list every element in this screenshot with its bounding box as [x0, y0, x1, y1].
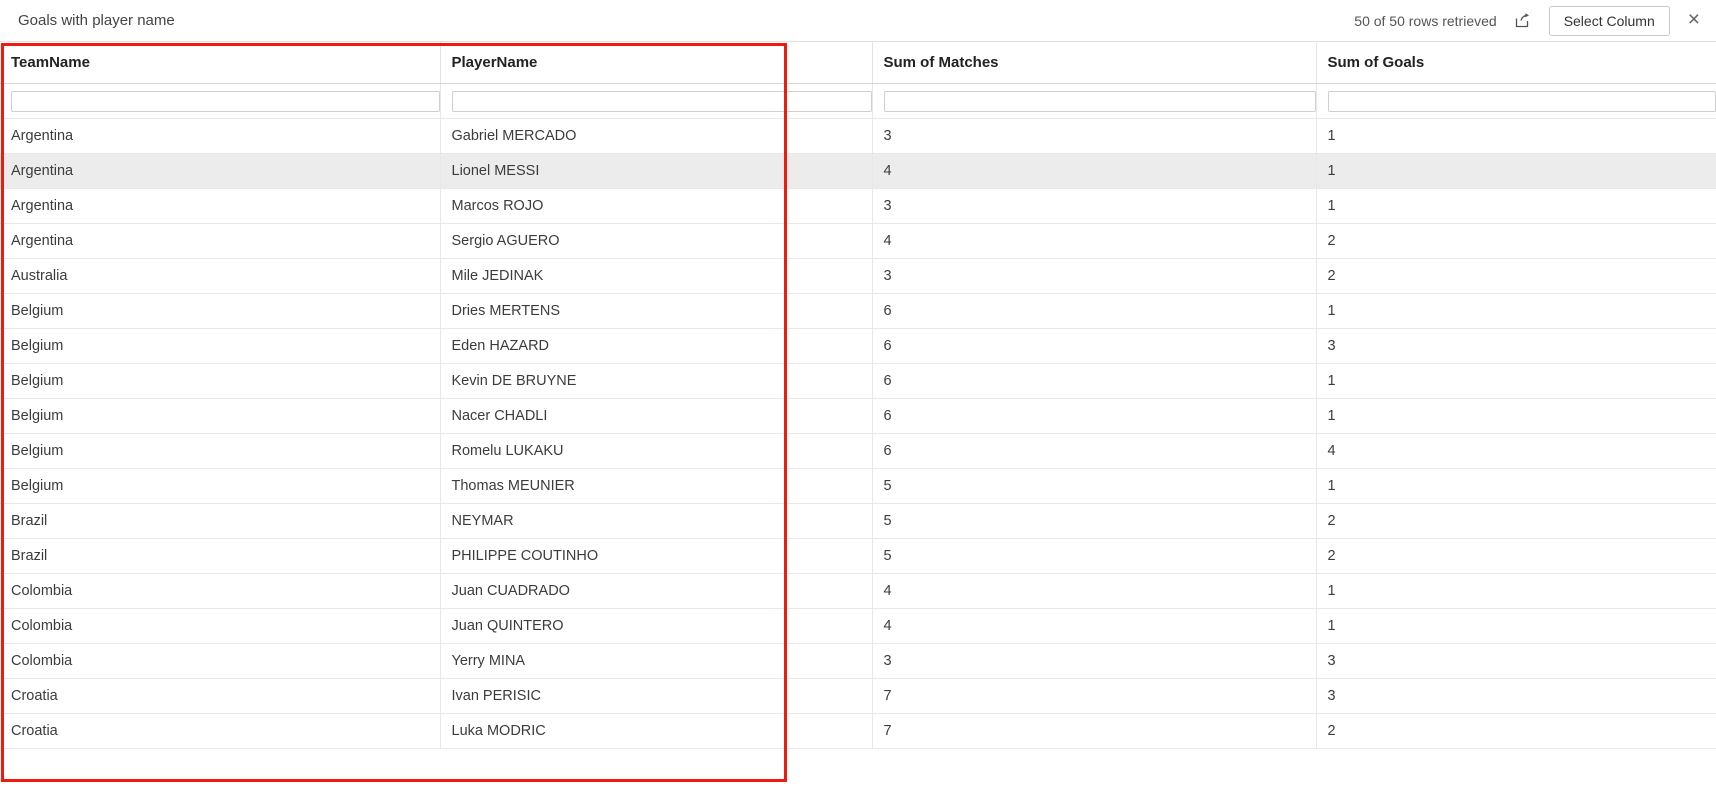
cell-player[interactable]: NEYMAR	[440, 504, 872, 539]
cell-player[interactable]: Gabriel MERCADO	[440, 119, 872, 154]
filter-input-playername[interactable]	[452, 91, 872, 112]
header-row	[0, 42, 1716, 84]
cell-team[interactable]: Belgium	[0, 329, 440, 364]
cell-matches[interactable]: 4	[872, 574, 1316, 609]
cell-player[interactable]: Luka MODRIC	[440, 714, 872, 749]
cell-matches[interactable]: 7	[872, 679, 1316, 714]
cell-matches[interactable]: 6	[872, 434, 1316, 469]
cell-goals[interactable]: 3	[1316, 679, 1716, 714]
cell-matches[interactable]: 5	[872, 539, 1316, 574]
cell-player[interactable]: PHILIPPE COUTINHO	[440, 539, 872, 574]
cell-goals[interactable]: 1	[1316, 364, 1716, 399]
cell-player[interactable]: Yerry MINA	[440, 644, 872, 679]
cell-goals[interactable]: 1	[1316, 119, 1716, 154]
cell-team[interactable]: Argentina	[0, 119, 440, 154]
filter-input-sum-of-matches[interactable]	[884, 91, 1316, 112]
cell-goals[interactable]: 2	[1316, 714, 1716, 749]
cell-goals[interactable]: 1	[1316, 609, 1716, 644]
select-column-button[interactable]: Select Column	[1549, 6, 1670, 36]
cell-matches[interactable]: 6	[872, 329, 1316, 364]
cell-goals[interactable]: 1	[1316, 294, 1716, 329]
filter-cell-sum-of-goals	[1316, 84, 1716, 119]
cell-goals[interactable]: 2	[1316, 224, 1716, 259]
cell-goals[interactable]: 1	[1316, 399, 1716, 434]
filter-cell-sum-of-matches	[872, 84, 1316, 119]
data-grid-container	[0, 42, 1716, 749]
cell-matches[interactable]: 5	[872, 469, 1316, 504]
filter-cell-teamname	[0, 84, 440, 119]
filter-input-sum-of-goals[interactable]	[1328, 91, 1716, 112]
cell-matches[interactable]: 5	[872, 504, 1316, 539]
table-row[interactable]	[0, 609, 1716, 644]
data-grid	[0, 42, 1716, 749]
cell-team[interactable]: Belgium	[0, 399, 440, 434]
cell-goals[interactable]: 3	[1316, 329, 1716, 364]
cell-matches[interactable]: 7	[872, 714, 1316, 749]
table-row[interactable]	[0, 714, 1716, 749]
filter-row	[0, 84, 1716, 119]
cell-player[interactable]: Mile JEDINAK	[440, 259, 872, 294]
cell-goals[interactable]: 3	[1316, 644, 1716, 679]
filter-cell-playername	[440, 84, 872, 119]
cell-team[interactable]: Belgium	[0, 469, 440, 504]
table-row[interactable]	[0, 539, 1716, 574]
cell-goals[interactable]: 2	[1316, 539, 1716, 574]
cell-goals[interactable]: 4	[1316, 434, 1716, 469]
cell-goals[interactable]: 2	[1316, 259, 1716, 294]
cell-player[interactable]: Kevin DE BRUYNE	[440, 364, 872, 399]
cell-matches[interactable]: 3	[872, 189, 1316, 224]
table-row[interactable]	[0, 154, 1716, 189]
cell-player[interactable]: Juan QUINTERO	[440, 609, 872, 644]
cell-team[interactable]: Belgium	[0, 434, 440, 469]
table-row[interactable]	[0, 644, 1716, 679]
table-row[interactable]	[0, 434, 1716, 469]
cell-player[interactable]: Eden HAZARD	[440, 329, 872, 364]
table-row[interactable]	[0, 294, 1716, 329]
column-header-sum-of-goals[interactable]: Sum of Goals	[1316, 42, 1716, 84]
cell-team[interactable]: Argentina	[0, 189, 440, 224]
page-title: Goals with player name	[18, 12, 175, 29]
cell-goals[interactable]: 1	[1316, 189, 1716, 224]
grid-header	[0, 42, 1716, 84]
cell-matches[interactable]: 3	[872, 259, 1316, 294]
cell-player[interactable]: Marcos ROJO	[440, 189, 872, 224]
table-row[interactable]	[0, 574, 1716, 609]
cell-team[interactable]: Croatia	[0, 679, 440, 714]
cell-team[interactable]: Belgium	[0, 294, 440, 329]
filter-input-teamname[interactable]	[11, 91, 440, 112]
table-row[interactable]	[0, 224, 1716, 259]
column-header-sum-of-matches[interactable]: Sum of Matches	[872, 42, 1316, 84]
cell-player[interactable]: Lionel MESSI	[440, 154, 872, 189]
table-row[interactable]	[0, 469, 1716, 504]
cell-goals[interactable]: 1	[1316, 154, 1716, 189]
cell-matches[interactable]: 4	[872, 224, 1316, 259]
cell-team[interactable]: Australia	[0, 259, 440, 294]
table-row[interactable]	[0, 504, 1716, 539]
cell-matches[interactable]: 6	[872, 399, 1316, 434]
cell-goals[interactable]: 1	[1316, 574, 1716, 609]
table-row[interactable]	[0, 259, 1716, 294]
table-row[interactable]	[0, 399, 1716, 434]
cell-player[interactable]: Sergio AGUERO	[440, 224, 872, 259]
cell-matches[interactable]: 6	[872, 294, 1316, 329]
table-row[interactable]	[0, 119, 1716, 154]
grid-body	[0, 84, 1716, 749]
cell-player[interactable]: Juan CUADRADO	[440, 574, 872, 609]
cell-team[interactable]: Colombia	[0, 644, 440, 679]
export-icon[interactable]	[1511, 9, 1535, 33]
table-row[interactable]	[0, 189, 1716, 224]
cell-matches[interactable]: 3	[872, 119, 1316, 154]
cell-matches[interactable]: 3	[872, 644, 1316, 679]
cell-team[interactable]: Argentina	[0, 224, 440, 259]
cell-player[interactable]: Romelu LUKAKU	[440, 434, 872, 469]
cell-goals[interactable]: 2	[1316, 504, 1716, 539]
cell-team[interactable]: Belgium	[0, 364, 440, 399]
cell-matches[interactable]: 4	[872, 154, 1316, 189]
cell-team[interactable]: Brazil	[0, 539, 440, 574]
table-row[interactable]	[0, 364, 1716, 399]
cell-matches[interactable]: 6	[872, 364, 1316, 399]
column-header-teamname[interactable]: TeamName	[0, 42, 440, 84]
cell-player[interactable]: Thomas MEUNIER	[440, 469, 872, 504]
cell-matches[interactable]: 4	[872, 609, 1316, 644]
cell-player[interactable]: Dries MERTENS	[440, 294, 872, 329]
titlebar-actions	[1354, 6, 1704, 36]
rows-retrieved-status: 50 of 50 rows retrieved	[1354, 12, 1497, 29]
table-row[interactable]	[0, 679, 1716, 714]
cell-team[interactable]: Brazil	[0, 504, 440, 539]
table-row[interactable]	[0, 329, 1716, 364]
cell-goals[interactable]: 1	[1316, 469, 1716, 504]
cell-team[interactable]: Colombia	[0, 574, 440, 609]
cell-player[interactable]: Ivan PERISIC	[440, 679, 872, 714]
column-header-playername[interactable]: PlayerName	[440, 42, 872, 84]
cell-player[interactable]: Nacer CHADLI	[440, 399, 872, 434]
cell-team[interactable]: Argentina	[0, 154, 440, 189]
cell-team[interactable]: Colombia	[0, 609, 440, 644]
cell-team[interactable]: Croatia	[0, 714, 440, 749]
window-titlebar	[0, 0, 1716, 42]
close-icon[interactable]: ×	[1687, 7, 1700, 31]
